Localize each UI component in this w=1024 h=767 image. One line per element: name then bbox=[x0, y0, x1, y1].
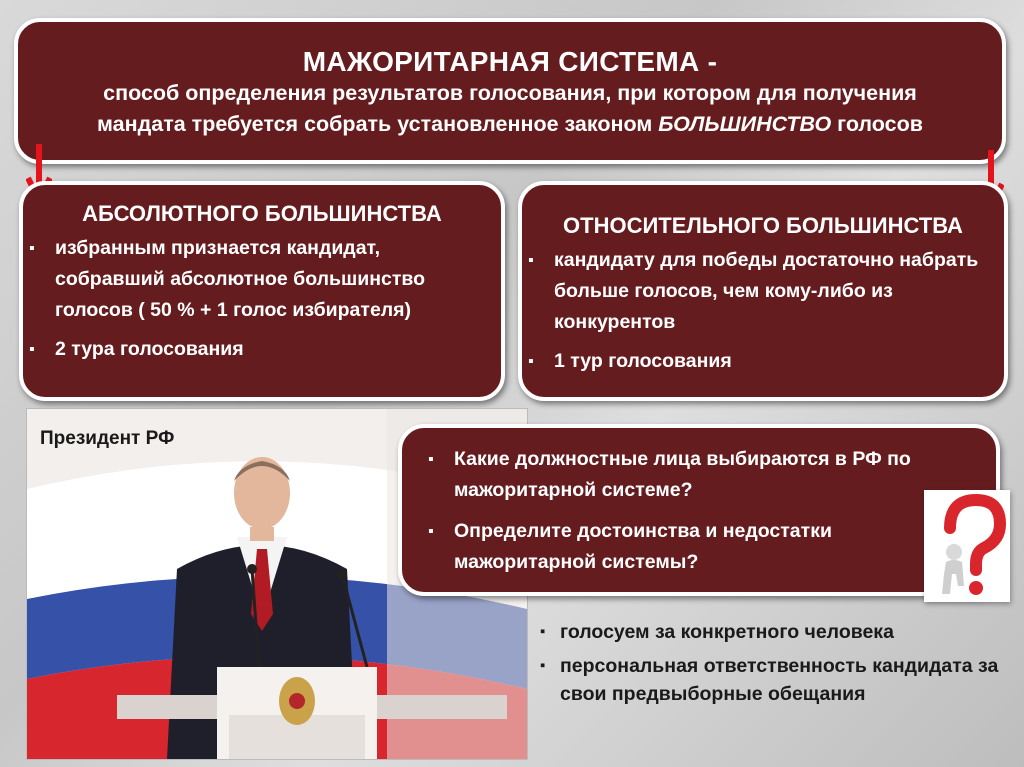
definition-line-2-prefix: мандата требуется собрать установленное законом bbox=[97, 112, 659, 136]
definition-line-1: способ определения результатов голосования, при котором для получения bbox=[103, 81, 917, 105]
list-item: ▪ избранным признается кандидат, собравший абсолютное большинство голосов ( 50 % + 1 голос избирателя) bbox=[55, 233, 491, 326]
list-item: ▪ кандидату для победы достаточно набрать больше голосов, чем кому-либо из конкурентов bbox=[554, 245, 994, 338]
absolute-majority-list bbox=[23, 233, 501, 365]
question-mark-illustration bbox=[924, 490, 1010, 602]
questions-list bbox=[402, 444, 996, 578]
list-item: ▪ голосуем за конкретного человека bbox=[560, 618, 1010, 646]
definition-panel bbox=[14, 18, 1006, 164]
definition-emphasis: БОЛЬШИНСТВО bbox=[658, 112, 832, 136]
list-item: ▪ 1 тур голосования bbox=[554, 346, 994, 377]
absolute-majority-title: АБСОЛЮТНОГО БОЛЬШИНСТВА bbox=[82, 201, 442, 226]
definition-line-2-suffix: голосов bbox=[831, 112, 923, 136]
questions-panel bbox=[398, 424, 1000, 596]
photo-caption: Президент РФ bbox=[40, 428, 175, 449]
relative-majority-panel bbox=[518, 181, 1008, 401]
relative-majority-title: ОТНОСИТЕЛЬНОГО БОЛЬШИНСТВА bbox=[563, 213, 963, 238]
definition-line-2 bbox=[18, 109, 1002, 140]
list-item: ▪ Какие должностные лица выбираются в РФ по мажоритарной системе? bbox=[454, 444, 966, 506]
advantages-list bbox=[540, 618, 1010, 714]
list-item: ▪ 2 тура голосования bbox=[55, 334, 491, 365]
list-item: ▪ персональная ответственность кандидата за свои предвыборные обещания bbox=[560, 652, 1010, 708]
question-mark-icon bbox=[924, 490, 1010, 602]
list-item: ▪ Определите достоинства и недостатки мажоритарной системы? bbox=[454, 516, 966, 578]
definition-title: МАЖОРИТАРНАЯ СИСТЕМА - bbox=[302, 46, 718, 77]
relative-majority-list bbox=[522, 245, 1004, 377]
absolute-majority-panel bbox=[19, 181, 505, 401]
